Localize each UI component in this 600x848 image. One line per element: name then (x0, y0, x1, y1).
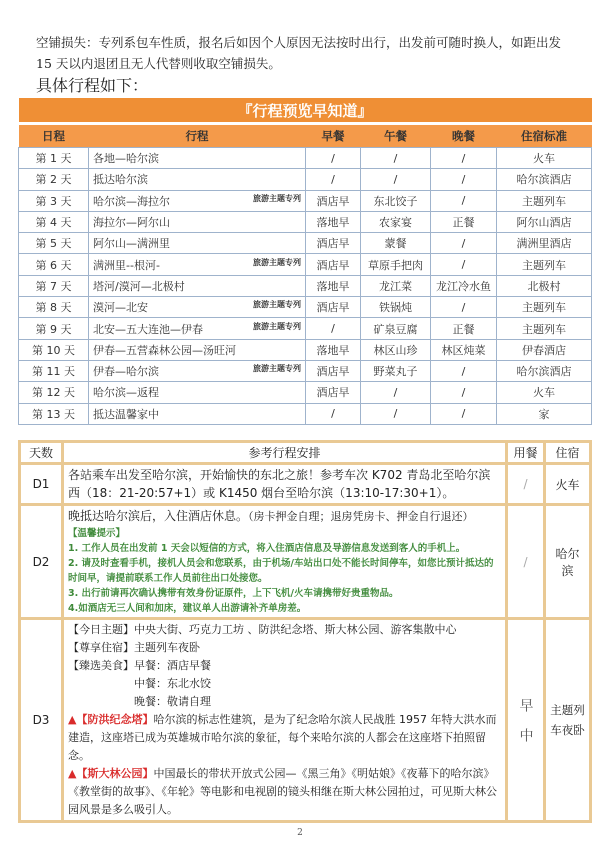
detail-header-row (20, 442, 591, 464)
col-header: 参考行程安排 (63, 442, 507, 464)
section-subtitle: 具体行程如下： (36, 76, 149, 95)
stay-cell: 哈尔滨酒店 (497, 169, 592, 190)
route-text: 北安—五大连池—伊春 (93, 322, 203, 336)
detail-row-d1 (20, 464, 591, 505)
stay-cell: 火车 (545, 464, 591, 505)
stay-cell: 伊春酒店 (497, 339, 592, 360)
route-text: 哈尔滨—返程 (93, 386, 159, 400)
day-cell: 第 2 天 (19, 169, 89, 190)
stay-cell: 主题列车 (497, 297, 592, 318)
col-header: 晚餐 (431, 124, 497, 148)
day-cell: 第 4 天 (19, 211, 89, 232)
stay-line: 【尊享住宿】主题列车夜卧 (68, 641, 200, 654)
meal-cell: / (507, 505, 545, 619)
route-cell (89, 211, 306, 232)
day-cell: 第 8 天 (19, 297, 89, 318)
breakfast-cell: 酒店早 (306, 297, 361, 318)
col-header: 天数 (20, 442, 63, 464)
day-cell: 第 9 天 (19, 318, 89, 339)
stay-cell: 满洲里酒店 (497, 233, 592, 254)
meal-cell: / (507, 464, 545, 505)
dinner-cell: / (431, 360, 497, 381)
day-cell: 第 6 天 (19, 254, 89, 275)
detail-table (18, 440, 592, 823)
dinner-cell: / (431, 233, 497, 254)
dinner-cell: / (431, 148, 497, 169)
stay-cell: 主题列车 (497, 318, 592, 339)
lunch-cell: 蒙餐 (361, 233, 431, 254)
dinner-cell: 龙江冷水鱼 (431, 275, 497, 296)
dinner-cell: 林区炖菜 (431, 339, 497, 360)
route-text: 哈尔滨—海拉尔 (93, 194, 170, 208)
day-cell: D1 (20, 464, 63, 505)
d2-text: 晚抵达哈尔滨后，入住酒店休息。 (68, 509, 249, 523)
day-cell: 第 1 天 (19, 148, 89, 169)
overview-row (19, 211, 592, 232)
route-cell (89, 297, 306, 318)
lunch-cell: / (361, 382, 431, 403)
overview-row (19, 254, 592, 275)
route-text: 阿尔山—满洲里 (93, 237, 170, 251)
day-cell: 第 5 天 (19, 233, 89, 254)
dinner-cell: / (431, 297, 497, 318)
route-cell (89, 360, 306, 381)
overview-title: 『行程预览早知道』 (19, 98, 592, 124)
lunch-cell: / (361, 403, 431, 424)
route-text: 各地—哈尔滨 (93, 152, 159, 166)
route-cell (89, 382, 306, 403)
breakfast-cell: 酒店早 (306, 360, 361, 381)
route-cell (89, 339, 306, 360)
breakfast-cell: / (306, 169, 361, 190)
overview-row (19, 233, 592, 254)
route-cell (89, 254, 306, 275)
route-text: 漠河—北安 (93, 301, 148, 315)
stay-cell: 家 (497, 403, 592, 424)
stay-cell: 主题列车夜卧 (545, 619, 591, 822)
day-cell: 第 13 天 (19, 403, 89, 424)
lunch-cell: / (361, 148, 431, 169)
day-cell: 第 3 天 (19, 190, 89, 211)
breakfast-cell: / (306, 318, 361, 339)
breakfast-cell: 酒店早 (306, 254, 361, 275)
route-text: 伊春—五营森林公园—汤旺河 (93, 343, 236, 357)
theme-line: 【今日主题】中央大街、巧克力工坊 、防洪纪念塔、斯大林公园、游客集散中心 (68, 623, 457, 636)
lunch-cell: / (361, 169, 431, 190)
col-header: 住宿 (545, 442, 591, 464)
route-cell (89, 318, 306, 339)
overview-row (19, 339, 592, 360)
breakfast-cell: 酒店早 (306, 233, 361, 254)
intro-paragraph: 空铺损失：专列系包车性质，报名后如因个人原因无法按时出行，出发前可随时换人，如距出发 15 天以内退团且无人代替则收取空铺损失。 (36, 35, 562, 71)
route-text: 满洲里--根河- (93, 258, 160, 272)
tip-item: 1. 工作人员在出发前 1 天会以短信的方式，将入住酒店信息及导游信息发送到客人的手机上。 (68, 543, 466, 554)
arrangement-cell (63, 619, 507, 822)
breakfast-cell: / (306, 148, 361, 169)
lunch-cell: 龙江菜 (361, 275, 431, 296)
overview-row (19, 318, 592, 339)
arrangement-cell (63, 505, 507, 619)
stay-cell: 哈尔滨酒店 (497, 360, 592, 381)
overview-table (18, 98, 592, 425)
tips-title: 【温馨提示】 (68, 528, 126, 539)
overview-row (19, 403, 592, 424)
lunch-cell: 矿泉豆腐 (361, 318, 431, 339)
lunch-cell: 铁锅炖 (361, 297, 431, 318)
tip-item: 3. 出行前请再次确认携带有效身份证原件，上下飞机/火车请携带好贵重物品。 (68, 588, 399, 599)
dinner-cell: / (431, 382, 497, 403)
overview-row (19, 297, 592, 318)
food-line: 【臻选美食】早餐：酒店早餐 (68, 659, 211, 672)
breakfast-cell: 酒店早 (306, 190, 361, 211)
breakfast-cell: 酒店早 (306, 382, 361, 403)
dinner-cell: / (431, 190, 497, 211)
day-cell: 第 12 天 (19, 382, 89, 403)
lunch-cell: 林区山珍 (361, 339, 431, 360)
theme-train-tag: 旅游主题专列 (253, 257, 301, 267)
overview-header-row (19, 124, 592, 148)
route-cell (89, 148, 306, 169)
dinner-cell: / (431, 169, 497, 190)
route-text: 抵达哈尔滨 (93, 173, 148, 187)
day-cell: 第 7 天 (19, 275, 89, 296)
breakfast-cell: / (306, 403, 361, 424)
dinner-cell: / (431, 254, 497, 275)
lunch-cell: 草原手把肉 (361, 254, 431, 275)
route-text: 海拉尔—阿尔山 (93, 216, 170, 230)
d2-note: （房卡押金自理；退房凭房卡、押金自行退还） (248, 510, 474, 523)
spot-desc: 中国最长的带状开放式公园—《黑三角》《明姑娘》《夜幕下的哈尔滨》《教堂街的故事》、《年轮》等电影和电视剧的镜头相继在斯大林公园拍过，可见斯大林公园风景是多么吸引人。 (68, 767, 497, 816)
detail-row-d3 (20, 619, 591, 822)
route-cell (89, 233, 306, 254)
spot-title: ▲【防洪纪念塔】 (68, 713, 154, 726)
overview-row (19, 360, 592, 381)
food-line: 中餐：东北水饺 (134, 677, 211, 690)
overview-row (19, 275, 592, 296)
stay-cell: 主题列车 (497, 254, 592, 275)
col-header: 行程 (89, 124, 306, 148)
dinner-cell: / (431, 403, 497, 424)
route-text: 塔河/漠河—北极村 (93, 279, 185, 293)
stay-cell: 阿尔山酒店 (497, 211, 592, 232)
day-cell: 第 10 天 (19, 339, 89, 360)
theme-train-tag: 旅游主题专列 (253, 300, 301, 310)
route-text: 伊春—哈尔滨 (93, 365, 159, 379)
overview-row (19, 382, 592, 403)
day-cell: D3 (20, 619, 63, 822)
day-cell: 第 11 天 (19, 360, 89, 381)
col-header: 用餐 (507, 442, 545, 464)
stay-cell: 火车 (497, 148, 592, 169)
theme-train-tag: 旅游主题专列 (253, 193, 301, 203)
breakfast-cell: 落地早 (306, 275, 361, 296)
route-text: 抵达温馨家中 (93, 407, 159, 421)
meal-cell: 早 中 (507, 619, 545, 822)
lunch-cell: 野菜丸子 (361, 360, 431, 381)
tip-item: 4.如酒店无三人间和加床，建议单人出游请补齐单房差。 (68, 603, 307, 614)
overview-row (19, 148, 592, 169)
dinner-cell: 正餐 (431, 211, 497, 232)
col-header: 早餐 (306, 124, 361, 148)
spot-desc: 哈尔滨的标志性建筑，是为了纪念哈尔滨人民战胜 1957 年特大洪水而建造，这座塔已成为英雄城市哈尔滨的象征，每个来哈尔滨的人都会在这座塔下拍照留念。 (68, 713, 497, 762)
overview-row (19, 190, 592, 211)
detail-row-d2 (20, 505, 591, 619)
stay-cell: 北极村 (497, 275, 592, 296)
theme-train-tag: 旅游主题专列 (253, 321, 301, 331)
breakfast-cell: 落地早 (306, 339, 361, 360)
route-cell (89, 275, 306, 296)
stay-cell: 哈尔滨 (545, 505, 591, 619)
page-number: 2 (297, 828, 303, 838)
route-cell (89, 403, 306, 424)
col-header: 住宿标准 (497, 124, 592, 148)
stay-cell: 主题列车 (497, 190, 592, 211)
stay-cell: 火车 (497, 382, 592, 403)
col-header: 午餐 (361, 124, 431, 148)
overview-row (19, 169, 592, 190)
arrangement-cell: 各站乘车出发至哈尔滨，开始愉快的东北之旅！参考车次 K702 青岛北至哈尔滨西（18：21-20:57+1）或 K1450 烟台至哈尔滨（13:10-17:30+1）。 (63, 464, 507, 505)
breakfast-cell: 落地早 (306, 211, 361, 232)
tip-item: 2. 请及时查看手机，接机人员会和您联系，由于机场/车站出口处不能长时间停车，如您比预计抵达的时间早，请提前联系工作人员前往出口处接您。 (68, 558, 494, 584)
spot-title: ▲【斯大林公园】 (68, 767, 154, 780)
theme-train-tag: 旅游主题专列 (253, 364, 301, 374)
day-cell: D2 (20, 505, 63, 619)
lunch-cell: 东北饺子 (361, 190, 431, 211)
lunch-cell: 农家宴 (361, 211, 431, 232)
col-header: 日程 (19, 124, 89, 148)
route-cell (89, 190, 306, 211)
route-cell (89, 169, 306, 190)
dinner-cell: 正餐 (431, 318, 497, 339)
food-line: 晚餐：敬请自理 (134, 695, 211, 708)
